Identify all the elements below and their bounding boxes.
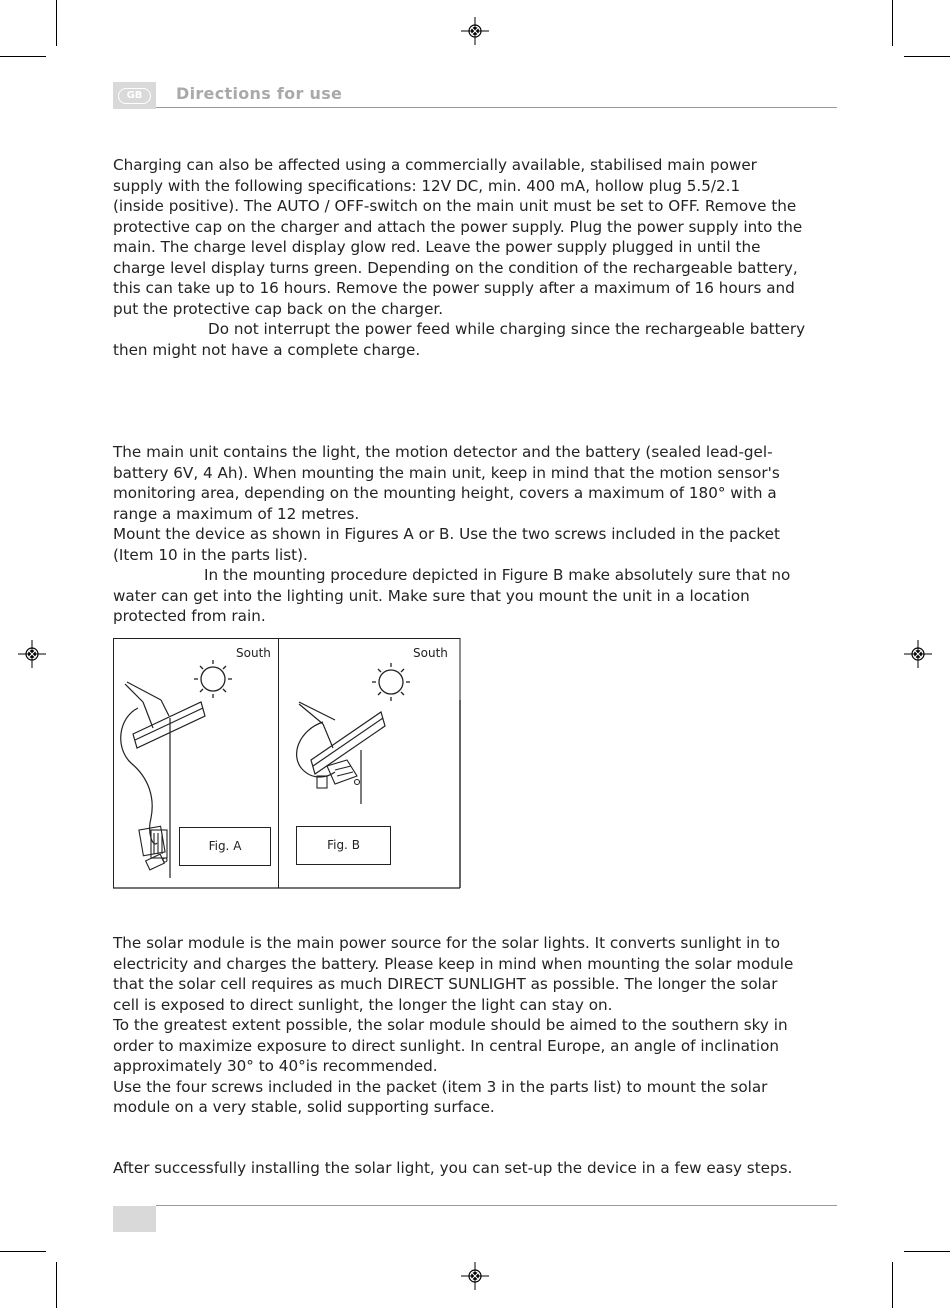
setup-paragraph — [113, 1158, 843, 1179]
crop-mark — [904, 56, 950, 57]
crop-mark — [904, 1251, 950, 1252]
text-line: main. The charge level display glow red. Leave the power supply plugged in until the — [113, 238, 761, 256]
text-line: supply with the following specifications: 12V DC, min. 400 mA, hollow plug 5.5/2.1 — [113, 176, 741, 195]
south-label-a: South — [236, 646, 271, 660]
solar-paragraph — [113, 933, 843, 1118]
sun-icon — [372, 663, 410, 701]
registration-mark-icon — [18, 640, 46, 668]
lamp-icon — [317, 760, 360, 788]
footer-rule — [156, 1205, 837, 1206]
mounting-illustration — [113, 638, 461, 889]
header-rule — [156, 107, 837, 108]
text-line: this can take up to 16 hours. Remove the power supply after a maximum of 16 hours and — [113, 279, 795, 297]
text-line: Use the four screws included in the packet (item 3 in the parts list) to mount the solar — [113, 1077, 768, 1096]
note-line: protected from rain. — [113, 607, 266, 625]
page-number-tab — [113, 1206, 156, 1232]
crop-mark — [56, 1262, 57, 1308]
page-title: Directions for use — [176, 84, 343, 103]
text-line: To the greatest extent possible, the solar module should be aimed to the southern sky in — [113, 1016, 788, 1034]
solar-panel-icon — [299, 702, 385, 774]
text-line: After successfully installing the solar light, you can set-up the device in a few easy steps. — [113, 1159, 793, 1177]
crop-mark — [892, 1262, 893, 1308]
text-line: Mount the device as shown in Figures A or B. Use the two screws included in the packet — [113, 525, 780, 543]
text-line: Charging can also be affected using a commercially available, stabilised main power — [113, 156, 757, 174]
fig-b-caption: Fig. B — [296, 826, 391, 865]
note-line: In the mounting procedure depicted in Figure B make absolutely sure that no — [204, 566, 791, 584]
mounting-figure — [113, 638, 461, 889]
text-line: The solar module is the main power source for the solar lights. It converts sunlight in to — [113, 934, 781, 952]
text-line: charge level display turns green. Depending on the condition of the rechargeable battery, — [113, 258, 798, 277]
text-line: (Item 10 in the parts list). — [113, 545, 308, 564]
south-label-b: South — [413, 646, 448, 660]
text-line: (inside positive). The AUTO / OFF-switch on the main unit must be set to OFF. Remove the — [113, 197, 797, 215]
lamp-icon — [139, 826, 167, 870]
crop-mark — [56, 0, 57, 46]
registration-mark-icon — [904, 640, 932, 668]
registration-mark-icon — [461, 1262, 489, 1290]
note-line: Do not interrupt the power feed while charging since the rechargeable battery — [208, 320, 806, 338]
note-line: water can get into the lighting unit. Make sure that you mount the unit in a location — [113, 586, 750, 605]
text-line: protective cap on the charger and attach the power supply. Plug the power supply into the — [113, 217, 803, 236]
text-line: electricity and charges the battery. Please keep in mind when mounting the solar module — [113, 954, 794, 973]
text-line: put the protective cap back on the charger. — [113, 299, 444, 318]
text-line: range a maximum of 12 metres. — [113, 504, 360, 523]
sun-icon — [194, 660, 232, 698]
text-line: monitoring area, depending on the mounting height, covers a maximum of 180° with a — [113, 484, 777, 502]
text-line: cell is exposed to direct sunlight, the longer the light can stay on. — [113, 995, 613, 1014]
fig-a-caption: Fig. A — [179, 827, 271, 866]
crop-mark — [0, 56, 46, 57]
language-badge — [113, 82, 156, 109]
language-badge-label: GB — [118, 88, 151, 104]
text-line: order to maximize exposure to direct sunlight. In central Europe, an angle of inclination — [113, 1036, 780, 1055]
text-line: that the solar cell requires as much DIRECT SUNLIGHT as possible. The longer the solar — [113, 975, 778, 993]
text-line: approximately 30° to 40°is recommended. — [113, 1057, 438, 1075]
crop-mark — [0, 1251, 46, 1252]
text-line: module on a very stable, solid supporting surface. — [113, 1098, 495, 1116]
note-line: then might not have a complete charge. — [113, 340, 421, 359]
text-line: battery 6V, 4 Ah). When mounting the main unit, keep in mind that the motion sensor's — [113, 463, 780, 482]
charging-paragraph — [113, 155, 843, 360]
text-line: The main unit contains the light, the motion detector and the battery (sealed lead-gel- — [113, 443, 773, 461]
solar-panel-icon — [125, 682, 205, 748]
registration-mark-icon — [461, 17, 489, 45]
main-unit-paragraph — [113, 442, 843, 627]
crop-mark — [892, 0, 893, 46]
